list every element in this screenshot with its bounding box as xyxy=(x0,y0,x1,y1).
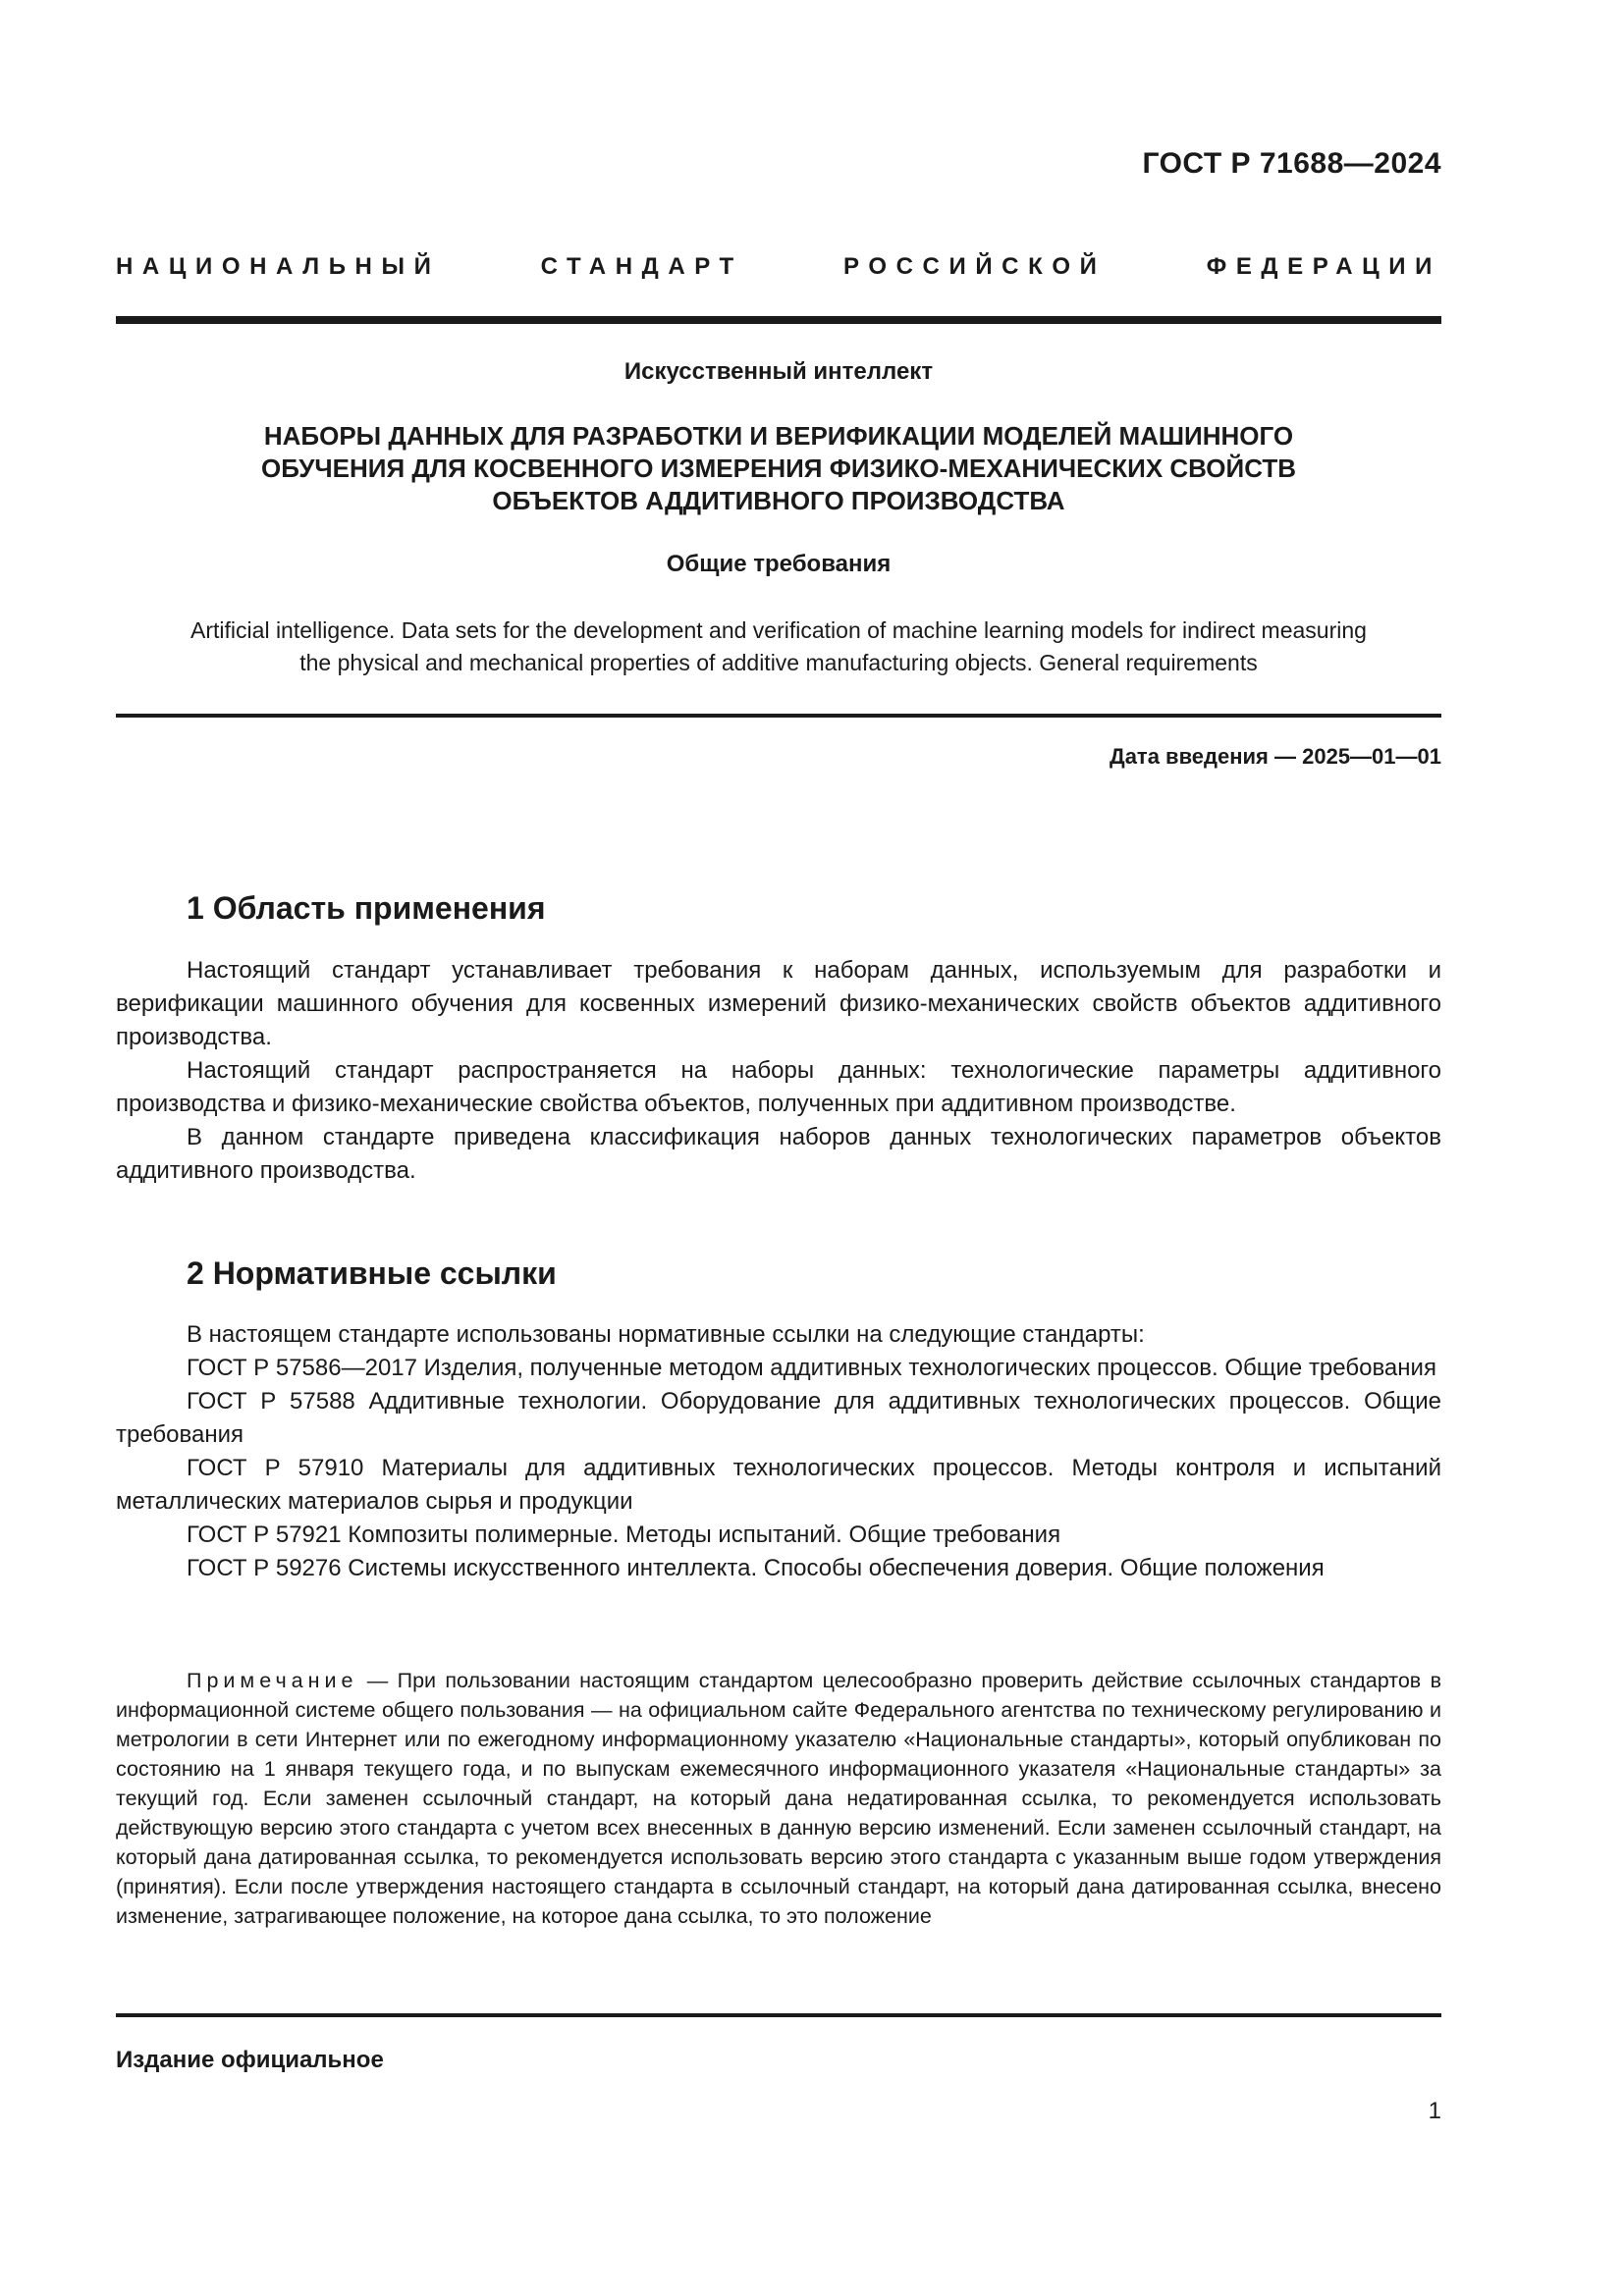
subtitle: Общие требования xyxy=(666,551,892,577)
main-title xyxy=(116,420,1441,517)
note-paragraph xyxy=(116,1666,1441,1931)
english-title xyxy=(116,614,1441,679)
note-body: — При пользовании настоящим стандартом целесообразно проверить действие ссылочных стандартов в информационной системе общего пользования — на официальном сайте Федерального агентства по техническому регулированию и метрологии в сети Интернет или по ежегодному информационному указателю «Национальные стандарты», который опубликован по состоянию на 1 января текущего года, и по выпускам ежемесячного информационного указателя «Национальные стандарты» за текущий год. Если заменен ссылочный стандарт, на который дана недатированная ссылка, то рекомендуется использовать действующую версию этого стандарта с учетом всех внесенных в данную версию изменений. Если заменен ссылочный стандарт, на который дана датированная ссылка, то рекомендуется использовать версию этого стандарта с указанным выше годом утверждения (принятия). Если после утверждения настоящего стандарта в ссылочный стандарт, на который дана датированная ссылка, внесено изменение, затрагивающее положение, на которое дана ссылка, то это положение xyxy=(116,1669,1441,1928)
main-title-line: НАБОРЫ ДАННЫХ ДЛЯ РАЗРАБОТКИ И ВЕРИФИКАЦИИ МОДЕЛЕЙ МАШИННОГО xyxy=(263,421,1294,451)
reference-item: ГОСТ Р 59276 Системы искусственного интеллекта. Способы обеспечения доверия. Общие положения xyxy=(187,1555,1325,1581)
section-1-heading: 1 Область применения xyxy=(187,890,546,926)
main-title-line: ОБУЧЕНИЯ ДЛЯ КОСВЕННОГО ИЗМЕРЕНИЯ ФИЗИКО-МЕХАНИЧЕСКИХ СВОЙСТВ xyxy=(260,454,1297,483)
reference-item: ГОСТ Р 57910 Материалы для аддитивных технологических процессов. Методы контроля и испытаний металлических материалов сырья и продукции xyxy=(116,1455,1441,1515)
english-title-line: the physical and mechanical properties of additive manufacturing objects. General requirements xyxy=(299,650,1258,675)
note-block xyxy=(116,1666,1441,1931)
header-rule xyxy=(116,316,1441,324)
reference-item: ГОСТ Р 57586—2017 Изделия, полученные методом аддитивных технологических процессов. Общие требования xyxy=(187,1355,1436,1381)
reference-item: ГОСТ Р 57588 Аддитивные технологии. Оборудование для аддитивных технологических процессов. Общие требования xyxy=(116,1388,1441,1448)
paragraph: В настоящем стандарте использованы нормативные ссылки на следующие стандарты: xyxy=(187,1321,1145,1348)
paragraph: В данном стандарте приведена классификация наборов данных технологических параметров объектов аддитивного производства. xyxy=(116,1124,1441,1184)
introduction-date: Дата введения — 2025—01—01 xyxy=(1110,744,1441,769)
page-number: 1 xyxy=(1428,2098,1441,2124)
english-title-line: Artificial intelligence. Data sets for the development and verification of machine learning models for indirect measuring xyxy=(190,617,1367,643)
section-1-body xyxy=(116,954,1441,1188)
title-rule xyxy=(116,714,1441,718)
paragraph: Настоящий стандарт устанавливает требования к наборам данных, используемым для разработки и верификации машинного обучения для косвенных измерений физико-механических свойств объектов аддитивного производства. xyxy=(116,957,1441,1050)
section-2-heading: 2 Нормативные ссылки xyxy=(187,1255,557,1291)
domain-title: Искусственный интеллект xyxy=(623,358,934,385)
footer-rule xyxy=(116,2013,1441,2017)
paragraph: Настоящий стандарт распространяется на наборы данных: технологические параметры аддитивного производства и физико-механические свойства объектов, полученных при аддитивном производстве. xyxy=(116,1057,1441,1117)
national-standard-header: НАЦИОНАЛЬНЫЙ СТАНДАРТ РОССИЙСКОЙ ФЕДЕРАЦИИ xyxy=(116,253,1441,280)
main-title-line: ОБЪЕКТОВ АДДИТИВНОГО ПРОИЗВОДСТВА xyxy=(492,486,1065,515)
section-2-body xyxy=(116,1318,1441,1585)
note-label: Примечание xyxy=(187,1669,358,1692)
edition-label: Издание официальное xyxy=(116,2047,384,2073)
standard-id: ГОСТ Р 71688—2024 xyxy=(1142,147,1441,180)
reference-item: ГОСТ Р 57921 Композиты полимерные. Методы испытаний. Общие требования xyxy=(187,1522,1061,1548)
